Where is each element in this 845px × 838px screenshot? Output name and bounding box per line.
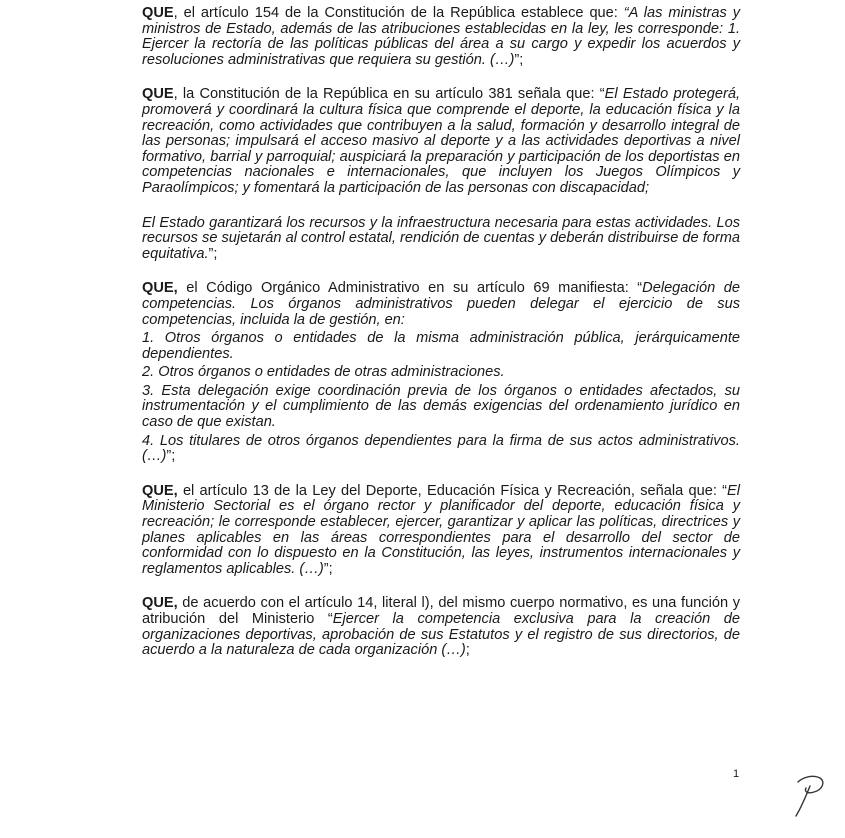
quoted-text: Delegación de competencias. Los órganos administrativos pueden delegar el ejercicio de sus competencias, incluida la de gestión, en: [142,280,740,328]
paragraph-lead: , la Constitución de la República en su artículo 381 señala que: “ [173,86,605,103]
que-keyword: QUE, [142,595,178,612]
document-body [142,6,740,678]
quoted-text: El Estado garantizará los recursos y la infraestructura necesaria para estas actividades. Los recursos se sujetarán al control estatal, rendición de cuentas y deberán distribuirse de forma equitativa. [142,214,740,262]
quoted-text: El Estado protegerá, promoverá y coordinará la cultura física que comprende el deporte, la educación física y la recreación, como actividades que contribuyen a la salud, formación y desarrollo integral de las personas; impulsará el acceso masivo al deporte y a las actividades deportivas a nivel formativo, barrial y parroquial; auspiciará la preparación y participación de los deportistas en competencias nacionales e internacionales, que incluyen los Juegos Olímpicos y Paraolímpicos; y fomentará la participación de las personas con discapacidad; [142,86,741,196]
quoted-text: El Ministerio Sectorial es el órgano rector y planificador del deporte, educación física y recreación; le corresponde establecer, ejercer, garantizar y aplicar las políticas, directrices y planes aplicables en las áreas correspondientes para el desarrollo del sector de conformidad con lo dispuesto en la Constitución, las leyes, instrumentos internacionales y reglamentos aplicables. (…) [142,482,740,577]
paragraph-tail: ”; [323,560,333,577]
considerando-ley-deporte-article-13 [142,484,740,578]
list-item: 4. Los titulares de otros órganos dependientes para la firma de sus actos administrativos. (…)”; [142,432,740,465]
signature-mark [790,772,830,820]
paragraph-tail: ”; [514,51,524,68]
paragraph-lead: , el artículo 154 de la Constitución de la República establece que: [173,5,624,21]
considerando-article-381-continued [142,216,740,263]
list-item: 1. Otros órganos o entidades de la misma administración pública, jerárquicamente dependientes. [142,330,740,362]
paragraph-tail: ”; [208,245,218,262]
paragraph-tail: ; [465,642,470,659]
que-keyword: QUE [142,5,174,21]
page-number: 1 [733,768,740,780]
que-keyword: QUE, [142,280,178,297]
list-item: 3. Esta delegación exige coordinación previa de los órganos o entidades afectados, su instrumentación y el cumplimiento de las demás exigencias del ordenamiento jurídico en caso de que existan. [142,382,740,431]
que-keyword: QUE, [142,482,178,499]
quoted-text: “A las ministras y ministros de Estado, además de las atribuciones establecidas en la ley, les corresponde: 1. Ejercer la rectoría de las políticas públicas del área a su cargo y expedir los acuerdos y resoluciones administrativas que requiera su gestión. (…) [142,5,741,68]
quoted-text: Ejercer la competencia exclusiva para la creación de organizaciones deportivas, aprobación de sus Estatutos y el registro de sus directorios, de acuerdo a la naturaleza de cada organización (…) [142,611,740,659]
considerando-article-14 [142,596,740,658]
considerando-article-381 [142,87,740,196]
considerando-article-154 [142,6,740,68]
paragraph-lead: el Código Orgánico Administrativo en su artículo 69 manifiesta: “ [177,280,643,297]
delegation-list [142,331,740,465]
paragraph-lead: el artículo 13 de la Ley del Deporte, Educación Física y Recreación, señala que: “ [177,482,728,499]
list-item: 2. Otros órganos o entidades de otras administraciones. [142,364,505,381]
considerando-coa-article-69 [142,281,740,328]
que-keyword: QUE [142,86,174,103]
paragraph-lead: de acuerdo con el artículo 14, literal l), del mismo cuerpo normativo, es una función y atribución del Ministerio “ [142,595,740,627]
list-tail: ”; [166,448,176,465]
